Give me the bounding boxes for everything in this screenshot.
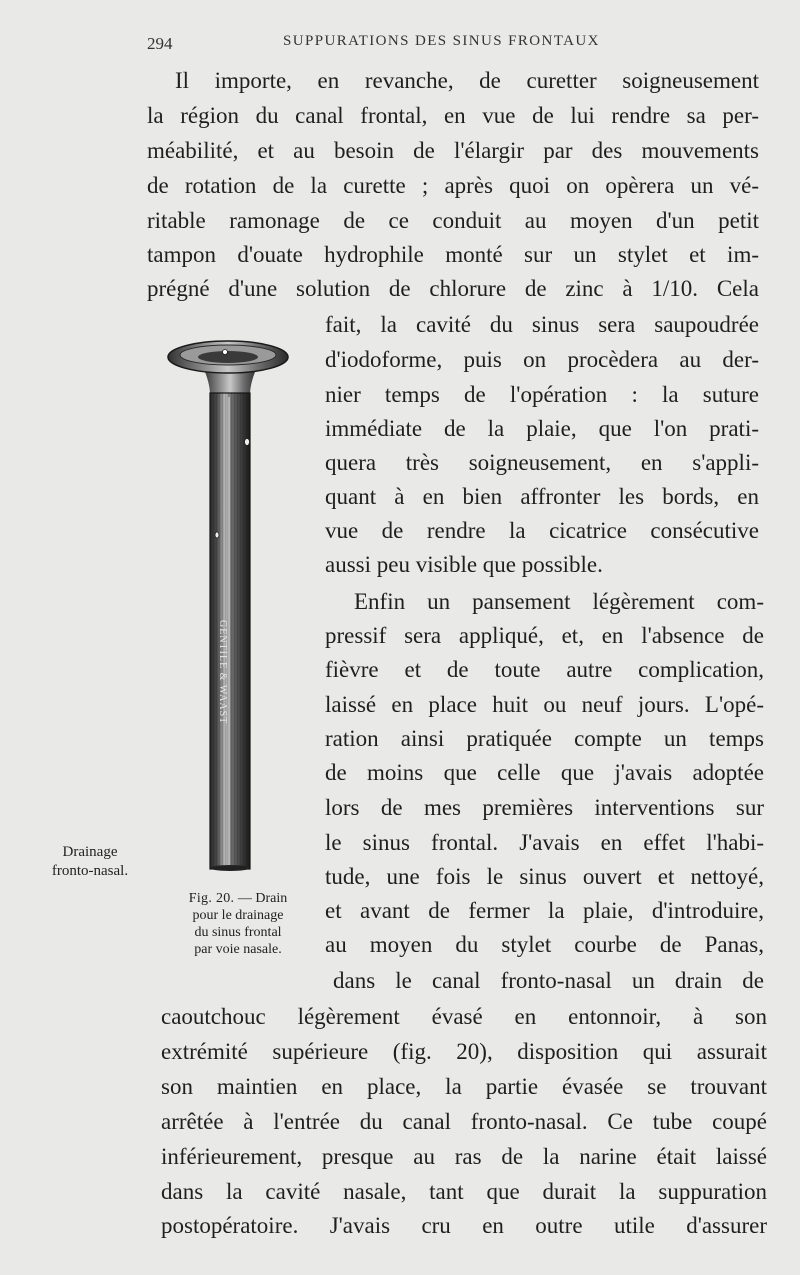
figure-label: Fig. 20. [188,891,235,906]
body-line: laissé en place huit ou neuf jours. L'opé- [325,692,764,717]
body-line: tampon d'ouate hydrophile monté sur un stylet et im- [147,242,759,267]
page-number: 294 [147,34,173,53]
caption-line: pour le drainage [192,908,284,923]
body-line: inférieurement, presque au ras de la narine était laissé [161,1144,767,1169]
body-line: fait, la cavité du sinus sera saupoudrée [325,312,759,337]
body-line: fièvre et de toute autre complication, [325,657,764,682]
margin-note [36,843,144,881]
body-line: lors de mes premières interventions sur [325,795,764,820]
body-line: la région du canal frontal, en vue de lui rendre sa per- [147,103,759,128]
body-line: méabilité, et au besoin de l'élargir par des mouvements [147,138,759,163]
body-line: Enfin un pansement légèrement com- [354,589,764,614]
caption-line: du sinus frontal [194,925,282,940]
body-line: de moins que celle que j'avais adoptée [325,760,764,785]
body-line: caoutchouc légèrement évasé en entonnoir, à son [161,1004,767,1029]
body-line: arrêtée à l'entrée du canal fronto-nasal. Ce tube coupé [161,1109,767,1134]
margin-note-line: Drainage [62,844,118,860]
body-line: au moyen du stylet courbe de Panas, [325,932,764,957]
body-line: quera très soigneusement, en s'appli- [325,450,759,475]
body-line: son maintien en place, la partie évasée se trouvant [161,1074,767,1099]
body-line: et avant de fermer la plaie, d'introduire, [325,898,764,923]
caption-line: par voie nasale. [194,942,282,957]
figure-caption [158,890,318,958]
body-line: dans le canal fronto-nasal un drain de [333,968,764,993]
margin-note-line: fronto-nasal. [51,863,129,879]
body-line: prégné d'une solution de chlorure de zinc à 1/10. Cela [147,276,759,301]
body-line: extrémité supérieure (fig. 20), disposition qui assurait [161,1039,767,1064]
body-line: de rotation de la curette ; après quoi on opèrera un vé- [147,173,759,198]
body-line: quant à en bien affronter les bords, en [325,484,759,509]
body-line: Il importe, en revanche, de curetter soigneusement [175,68,759,93]
body-line: aussi peu visible que possible. [325,552,603,577]
body-line: le sinus frontal. J'avais en effet l'habi- [325,830,764,855]
body-line: immédiate de la plaie, que l'on prati- [325,416,759,441]
body-line: ritable ramonage de ce conduit au moyen d'un petit [147,208,759,233]
body-line: postopératoire. J'avais cru en outre utile d'assurer [161,1213,767,1238]
body-line: tude, une fois le sinus ouvert et nettoyé, [325,864,764,889]
body-line: nier temps de l'opération : la suture [325,382,759,407]
body-line: ration ainsi pratiquée compte un temps [325,726,764,751]
body-line: vue de rendre la cicatrice consécutive [325,518,759,543]
body-line: d'iodoforme, puis on procèdera au der- [325,347,759,372]
tube-inscription: GENTILE & WAAST [217,620,228,725]
drain-tube-illustration [165,335,295,875]
body-line: dans la cavité nasale, tant que durait la suppuration [161,1179,767,1204]
caption-line: — Drain [237,891,288,906]
body-line: pressif sera appliqué, et, en l'absence de [325,623,764,648]
running-title: SUPPURATIONS DES SINUS FRONTAUX [283,33,600,49]
